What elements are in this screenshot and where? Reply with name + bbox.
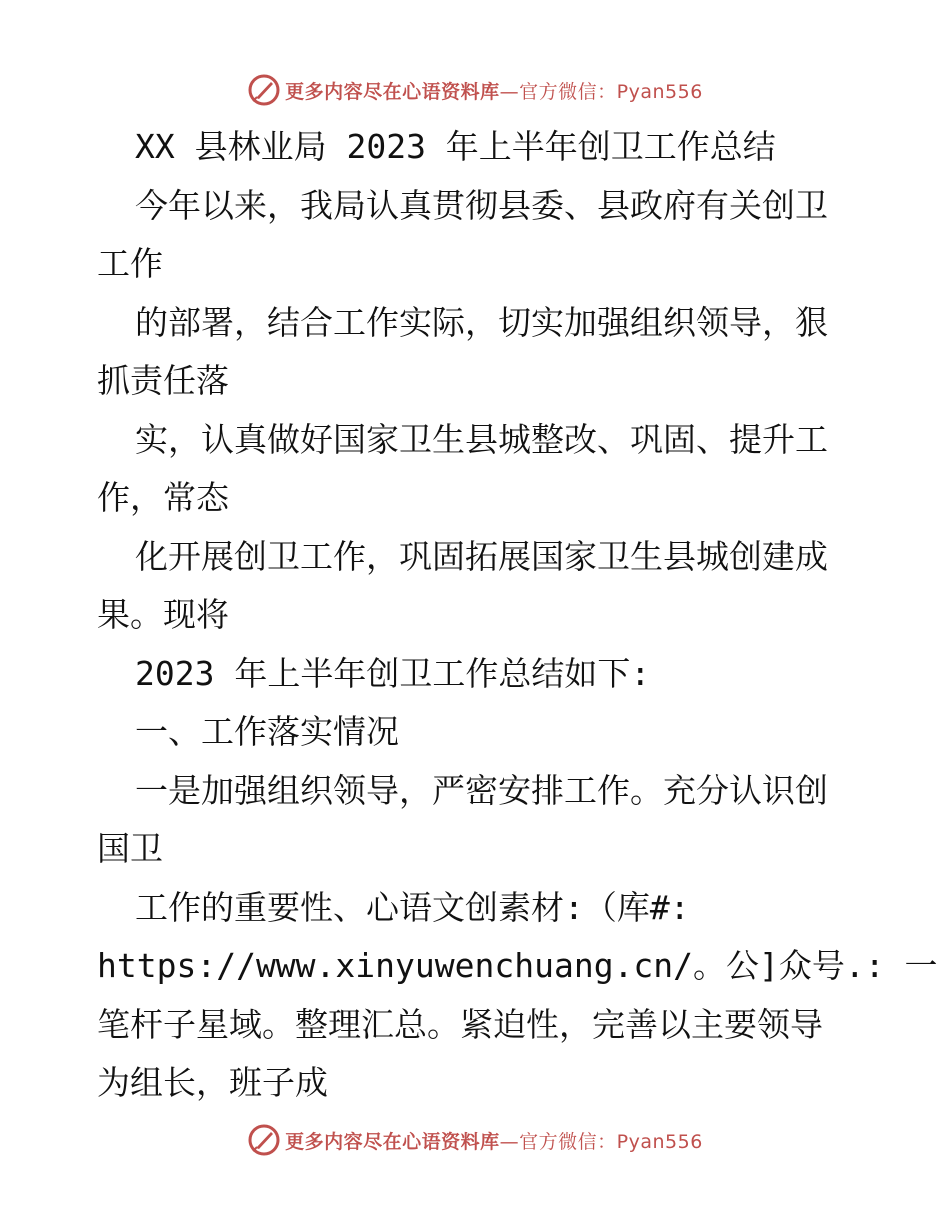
text-line: XX 县林业局 2023 年上半年创卫工作总结 xyxy=(135,127,776,166)
text-line: 国卫 xyxy=(97,829,163,868)
text-line: 抓责任落 xyxy=(97,361,229,400)
quill-circle-icon xyxy=(247,1123,281,1157)
header-watermark xyxy=(0,70,950,110)
text-line: 工作的重要性、心语文创素材:（库#: xyxy=(135,887,690,927)
watermark-text: 更多内容尽在心语资料库—官方微信：Pyan556 xyxy=(285,1130,703,1153)
text-line: 为组长，班子成 xyxy=(97,1063,328,1102)
quill-circle-icon xyxy=(247,73,281,107)
text-line: 一是加强组织领导，严密安排工作。充分认识创 xyxy=(135,770,828,810)
text-line: 2023 年上半年创卫工作总结如下: xyxy=(135,653,651,693)
text-line: 工作 xyxy=(97,244,163,283)
text-line: 笔杆子星域。整理汇总。紧迫性，完善以主要领导 xyxy=(97,1004,823,1044)
text-line: 作，常态 xyxy=(97,478,229,517)
footer-watermark xyxy=(0,1120,950,1160)
text-line: 化开展创卫工作，巩固拓展国家卫生县城创建成 xyxy=(135,536,828,576)
watermark-text: 更多内容尽在心语资料库—官方微信：Pyan556 xyxy=(285,80,703,103)
text-line: 一、工作落实情况 xyxy=(135,712,399,751)
text-line: 果。现将 xyxy=(97,595,229,634)
document-body xyxy=(97,118,938,1113)
text-line: https://www.xinyuwenchuang.cn/。公]众号.: 一 xyxy=(97,946,938,985)
text-line: 今年以来，我局认真贯彻县委、县政府有关创卫 xyxy=(135,185,828,225)
text-line: 实，认真做好国家卫生县城整改、巩固、提升工 xyxy=(135,419,828,459)
text-line: 的部署，结合工作实际，切实加强组织领导，狠 xyxy=(135,302,828,342)
